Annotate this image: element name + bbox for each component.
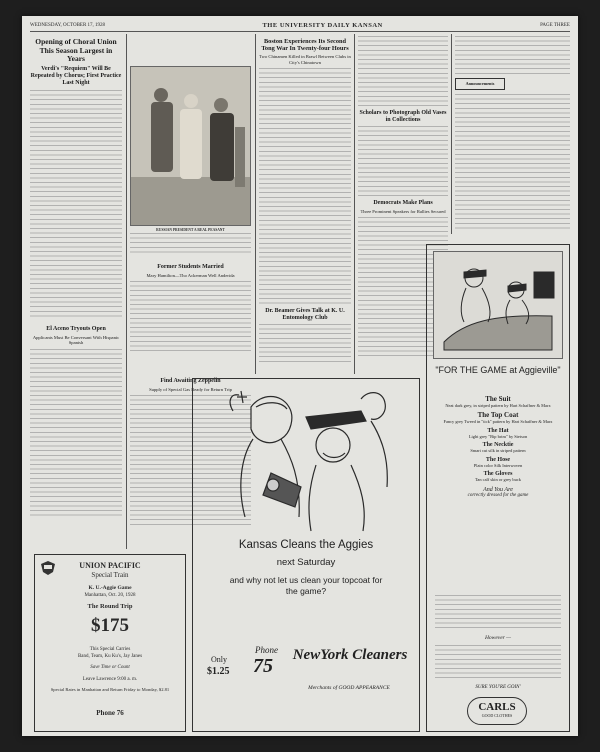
column-1 — [30, 36, 122, 546]
ad-carls-item-desc: Plain color Silk Interwoven — [473, 462, 523, 468]
announcements-box — [455, 78, 505, 90]
ad-ny-line2: next Saturday — [276, 557, 336, 568]
carls-logo-sub: GOOD CLOTHES — [481, 713, 513, 718]
column-divider — [451, 34, 452, 234]
col2-body — [130, 281, 251, 351]
ad-carls-item-desc: Neat dark grey, in striped pattern by Hart Schaffner & Marx — [445, 403, 551, 408]
ad-ny-headline: Kansas Cleans the Aggies — [238, 539, 374, 551]
col1-story2-headline: El Aceno Tryouts Open — [46, 325, 106, 332]
col5-body — [455, 94, 570, 229]
ad-carls-item-name: The Hose — [485, 456, 511, 463]
ad-carls-item-desc: Fancy grey Tweed in "tick" pattern by Hart Schaffner & Marx — [443, 419, 553, 425]
col2-subhead: Mary Hamilton—Tho Ackerman Well Anderida — [146, 273, 235, 278]
ad-carls-item-desc: Light grey "Bip brim" by Stetson — [468, 433, 528, 439]
column-5 — [455, 94, 570, 234]
col3-story2-headline: Dr. Beamer Gives Talk at K. U. Entomology Club — [265, 307, 345, 321]
column-2 — [130, 262, 251, 374]
col1-body-text — [30, 90, 122, 320]
col1-story2-subhead: Applicants Must Be Conversant With Hispanic Spanish — [32, 334, 120, 346]
ad-up-railroad: UNION PACIFIC — [79, 561, 141, 570]
announcements-title: Announcements — [465, 81, 495, 86]
col4-story2-headline: Democrats Make Plans — [373, 200, 433, 206]
ad-up-line1: Special Train — [91, 571, 129, 579]
col1-headline: Opening of Choral Union This Season Largest in Years — [35, 37, 117, 63]
ad-ny-line3: and why not let us clean your topcoat for the game? — [229, 575, 383, 596]
col1-story2-body — [30, 349, 122, 519]
photo-figures-image — [131, 67, 250, 225]
newspaper-page — [22, 16, 578, 736]
ad-carls-closing1: And You Are — [483, 487, 513, 494]
col4-top-body — [358, 36, 448, 106]
ad-up-line7: Save Time or Count — [90, 665, 130, 670]
col4-body — [358, 126, 448, 196]
ad-carls-body-text — [435, 645, 561, 681]
header-page: PAGE THREE — [540, 22, 570, 28]
ad-up-phone: Phone 76 — [96, 709, 124, 717]
aggie-fans-illustration — [211, 387, 401, 535]
col1-subhead: Verdi's "Requiem" Will Be Repeated by Chorus; First Practice Last Night — [30, 65, 122, 86]
column-divider — [126, 34, 127, 549]
ad-carls-note: However — — [484, 635, 512, 641]
ad-up-line6: Band, Team, Ku Ku's, Jay Janes — [77, 654, 143, 659]
photo-caption-text — [130, 233, 251, 255]
ad-carls-headline: "FOR THE GAME at Aggieville" — [435, 365, 561, 375]
ad-carls-closing2: correctly dressed for the game — [467, 493, 529, 499]
header-date: WEDNESDAY, OCTOBER 17, 1928 — [30, 22, 106, 28]
ad-carls-item-name: The Top Coat — [477, 411, 519, 420]
col2-story2-subhead: Supply of Special Gas Ready for Return Trip — [149, 387, 232, 392]
photo-caption — [130, 228, 251, 255]
peasant-photo — [130, 66, 251, 226]
carls-logo-name: CARLS — [478, 701, 516, 713]
ad-ny-brand: NewYork Cleaners — [292, 647, 408, 663]
col5-top-body — [455, 36, 570, 74]
ad-up-line8: Leave Lawrence 9:00 a. m. — [82, 677, 138, 682]
carls-clothing-ad — [426, 244, 570, 732]
ad-up-line9: Special Rates in Manhattan and Return Friday to Monday, $2.81 — [50, 687, 170, 692]
ad-carls-note-text — [435, 595, 561, 631]
ad-ny-tagline: Merchants of GOOD APPEARANCE — [308, 685, 390, 691]
header-rule — [30, 31, 570, 32]
header-title: THE UNIVERSITY DAILY KANSAN — [262, 21, 383, 29]
col3-headline: Boston Experiences Its Second Tong War In Twenty-four Hours — [261, 38, 349, 53]
ad-ny-phone-word: Phone — [255, 645, 278, 655]
ad-ny-only: Only — [211, 655, 227, 664]
photo-caption-title: RUSSIAN PRESIDENT A REAL PEASANT — [156, 228, 225, 232]
col3-body — [259, 68, 351, 304]
carls-logo — [467, 697, 527, 725]
col3-subhead: Two Chinamen Killed in Brawl Between Clubs in City's Chinatown — [259, 54, 351, 65]
col4-story2-subhead: Three Prominent Speakers for Rallies Secured — [360, 209, 446, 214]
ad-up-line2: K. U.-Aggie Game — [88, 585, 132, 591]
new-york-cleaners-ad — [192, 378, 420, 732]
ad-ny-phone-num: 75 — [253, 655, 273, 677]
ad-carls-item-name: The Gloves — [483, 471, 513, 478]
column-divider — [354, 34, 355, 374]
column-5-top — [455, 36, 570, 76]
ad-carls-item-desc: Tan calf skin or grey buck — [475, 477, 521, 483]
col3-story2-body — [259, 324, 351, 364]
ad-carls-item-desc: Smart cut silk in striped pattern — [470, 448, 526, 454]
ad-carls-item-name: The Hat — [487, 427, 509, 434]
col2-story2-headline: Find Awaiting Zeppelin — [160, 378, 221, 384]
column-divider — [255, 34, 256, 374]
column-3 — [259, 36, 351, 374]
ad-carls-slogan: SURE YOU'RE GOIN' — [475, 685, 521, 690]
col4-headline: Scholars to Photograph Old Vases in Collections — [359, 110, 447, 123]
ad-up-price: $175 — [91, 615, 129, 636]
car-passengers-illustration — [433, 251, 563, 359]
ad-up-line4: The Round Trip — [87, 603, 133, 610]
ad-up-line3: Manhattan, Oct. 20, 1928 — [84, 593, 136, 598]
col2-headline: Former Students Married — [157, 264, 224, 270]
ad-carls-item-name: The Suit — [485, 395, 511, 403]
ad-up-line5: This Special Carries — [89, 647, 131, 652]
ad-ny-price: $1.25 — [207, 666, 230, 677]
page-header — [30, 20, 570, 30]
union-pacific-ad — [34, 554, 186, 732]
ad-carls-item-name: The Necktie — [482, 442, 514, 449]
ad-carls-item-list — [433, 393, 563, 499]
